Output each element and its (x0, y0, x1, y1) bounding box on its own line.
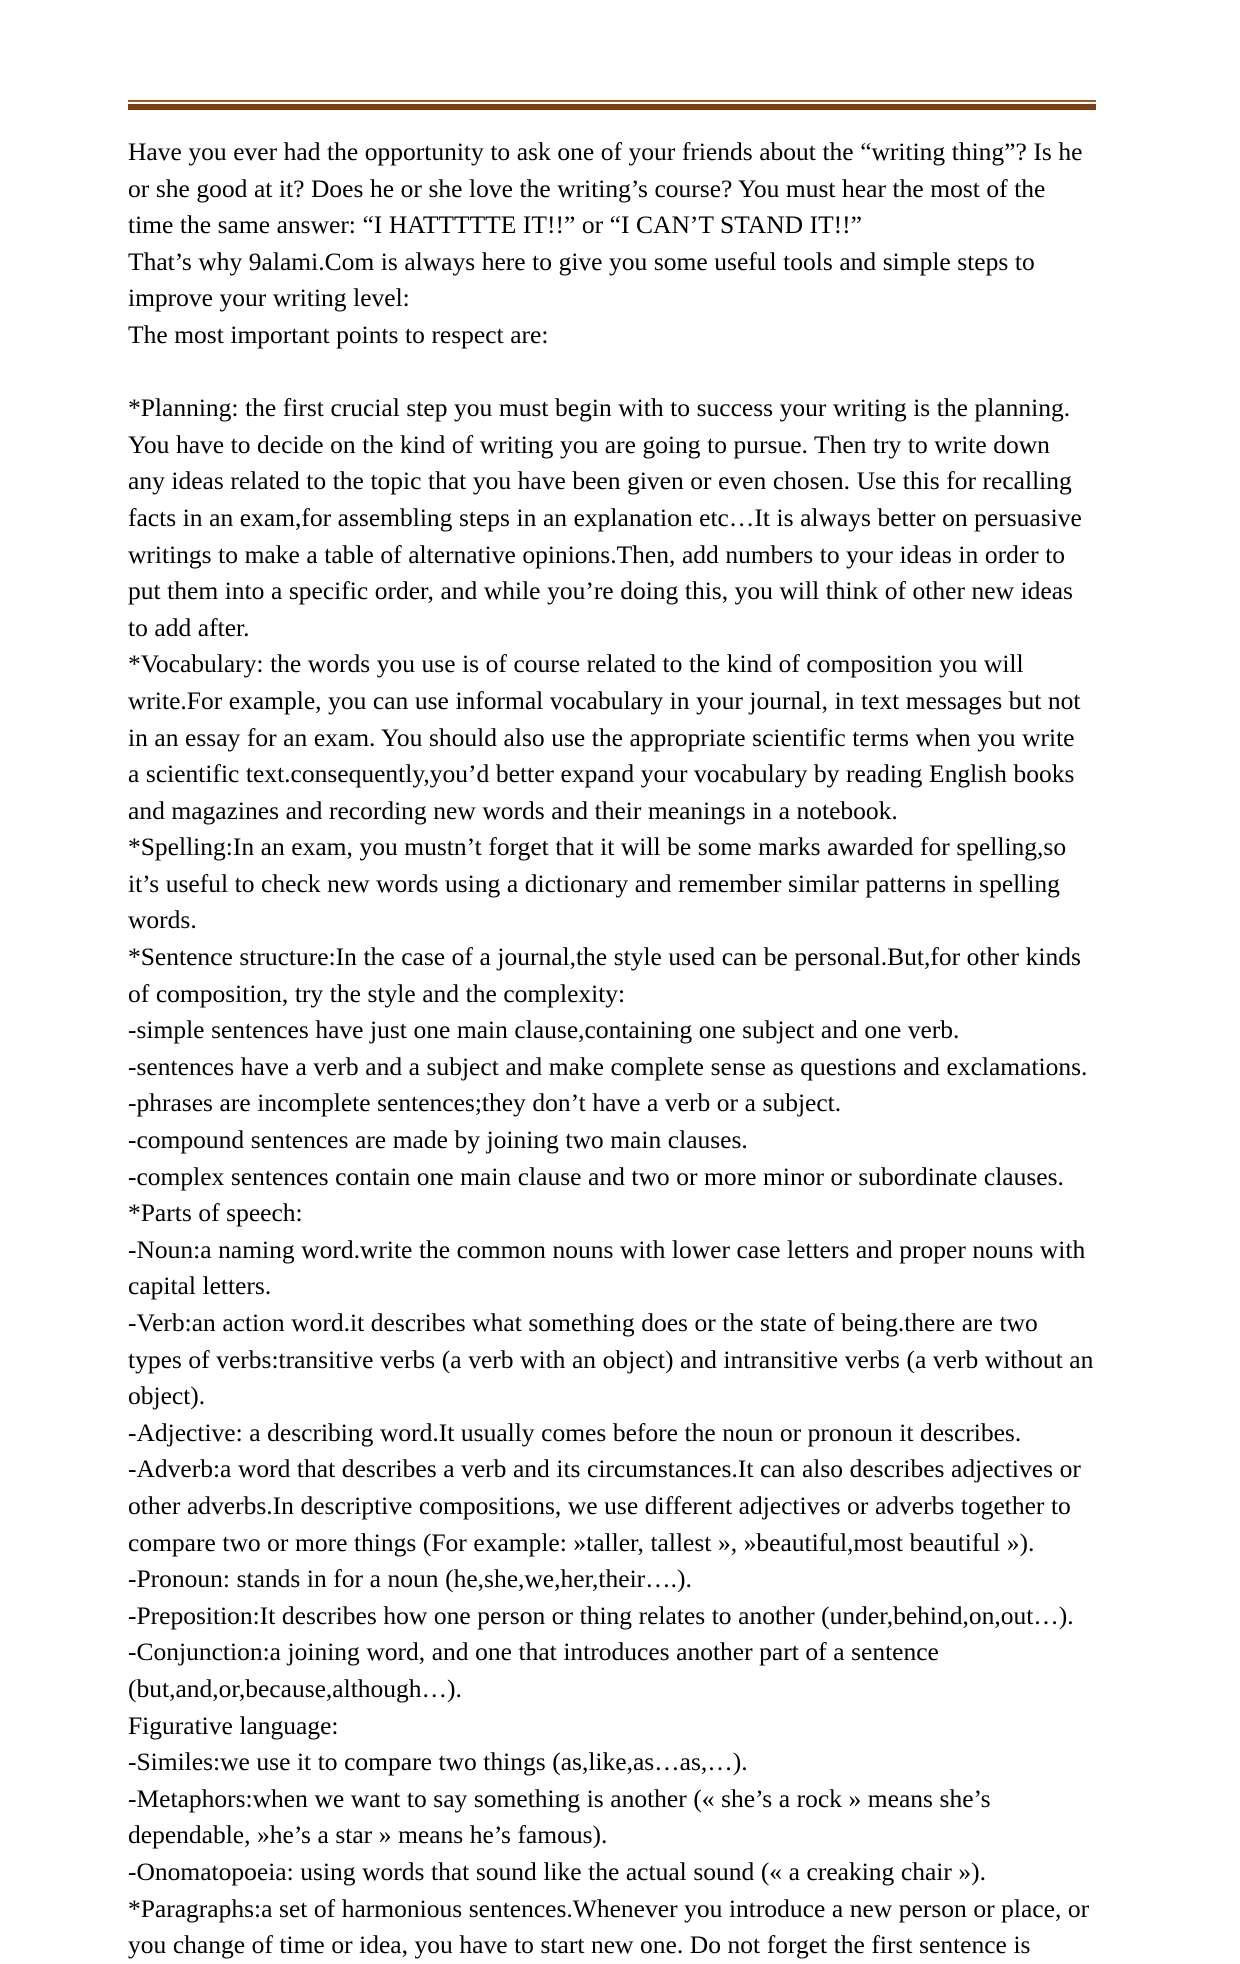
body-text-line: object). (128, 1381, 206, 1411)
body-text-line: -Onomatopoeia: using words that sound like the actual sound (« a creaking chair »). (128, 1856, 987, 1886)
body-text-line: or she good at it? Does he or she love the writing’s course? You must hear the most of the (128, 173, 1046, 203)
body-text-line: write.For example, you can use informal vocabulary in your journal, in text messages but not (128, 685, 1081, 715)
body-text-line: You have to decide on the kind of writing you are going to pursue. Then try to write down (128, 429, 1050, 459)
body-text-line: -compound sentences are made by joining two main clauses. (128, 1125, 748, 1155)
body-text-line: -Noun:a naming word.write the common nouns with lower case letters and proper nouns with (128, 1234, 1086, 1264)
body-text-line: (but,and,or,because,although…). (128, 1673, 462, 1703)
body-text-line: -simple sentences have just one main clause,containing one subject and one verb. (128, 1015, 960, 1045)
body-text-line: types of verbs:transitive verbs (a verb with an object) and intransitive verbs (a verb without an (128, 1344, 1094, 1374)
body-text-line: other adverbs.In descriptive compositions, we use different adjectives or adverbs together to (128, 1490, 1071, 1520)
body-text-line: of composition, try the style and the complexity: (128, 978, 626, 1008)
body-blank-line (128, 354, 1096, 391)
body-text-line: you change of time or idea, you have to start new one. Do not forget the first sentence is (128, 1930, 1031, 1960)
body-text-line: *Vocabulary: the words you use is of course related to the kind of composition you will (128, 649, 1024, 679)
body-text-line: to add after. (128, 612, 250, 642)
body-text-line: Figurative language: (128, 1710, 339, 1740)
body-text-line: *Paragraphs:a set of harmonious sentences.Whenever you introduce a new person or place, or (128, 1893, 1090, 1923)
document-body (128, 134, 1096, 1964)
body-text-line: *Parts of speech: (128, 1198, 303, 1228)
body-text-line: -Adverb:a word that describes a verb and its circumstances.It can also describes adjectives or (128, 1454, 1081, 1484)
body-text-line: in an essay for an exam. You should also use the appropriate scientific terms when you write (128, 722, 1075, 752)
body-text-line: time the same answer: “I HATTTTTE IT!!” or “I CAN’T STAND IT!!” (128, 210, 862, 240)
body-text-line: -sentences have a verb and a subject and make complete sense as questions and exclamations. (128, 1051, 1088, 1081)
body-text-line: put them into a specific order, and while you’re doing this, you will think of other new ideas (128, 576, 1073, 606)
body-text-line: dependable, »he’s a star » means he’s famous). (128, 1820, 608, 1850)
body-text-line: That’s why 9alami.Com is always here to give you some useful tools and simple steps to (128, 246, 1035, 276)
body-text-line: *Sentence structure:In the case of a journal,the style used can be personal.But,for other kinds (128, 942, 1081, 972)
body-text-line: -phrases are incomplete sentences;they don’t have a verb or a subject. (128, 1088, 842, 1118)
body-text-line: *Planning: the first crucial step you must begin with to success your writing is the planning. (128, 393, 1071, 423)
body-text-line: a scientific text.consequently,you’d better expand your vocabulary by reading English books (128, 759, 1075, 789)
body-text-line: facts in an exam,for assembling steps in an explanation etc…It is always better on persuasive (128, 502, 1082, 532)
body-text-line: it’s useful to check new words using a dictionary and remember similar patterns in spelling (128, 868, 1060, 898)
body-text-line: improve your writing level: (128, 283, 410, 313)
body-text-line: -Adjective: a describing word.It usually comes before the noun or pronoun it describes. (128, 1417, 1022, 1447)
body-text-line: -Similes:we use it to compare two things (as,like,as…as,…). (128, 1747, 748, 1777)
body-text-line: -Pronoun: stands in for a noun (he,she,we,her,their….). (128, 1564, 692, 1594)
body-text-line: any ideas related to the topic that you have been given or even chosen. Use this for recalling (128, 466, 1072, 496)
header-rule-thick-line (128, 104, 1096, 110)
body-text-line: Have you ever had the opportunity to ask one of your friends about the “writing thing”? Is he (128, 137, 1083, 166)
body-text-line: capital letters. (128, 1271, 272, 1301)
body-text-line: and magazines and recording new words and their meanings in a notebook. (128, 795, 898, 825)
body-text-line: words. (128, 905, 197, 935)
body-text-line: The most important points to respect are: (128, 319, 549, 349)
body-text-line: writings to make a table of alternative opinions.Then, add numbers to your ideas in order to (128, 539, 1066, 569)
body-text-line: compare two or more things (For example: »taller, tallest », »beautiful,most beautiful »). (128, 1527, 1035, 1557)
body-text-line: *Spelling:In an exam, you mustn’t forget that it will be some marks awarded for spelling,so (128, 832, 1067, 862)
body-text-line: -Verb:an action word.it describes what something does or the state of being.there are two (128, 1308, 1038, 1337)
body-text-line: -Preposition:It describes how one person or thing relates to another (under,behind,on,out…). (128, 1600, 1074, 1630)
body-text-line: -Metaphors:when we want to say something is another (« she’s a rock » means she’s (128, 1783, 991, 1813)
body-text-line: -complex sentences contain one main clause and two or more minor or subordinate clauses. (128, 1161, 1064, 1191)
body-text-line: -Conjunction:a joining word, and one that introduces another part of a sentence (128, 1637, 939, 1667)
